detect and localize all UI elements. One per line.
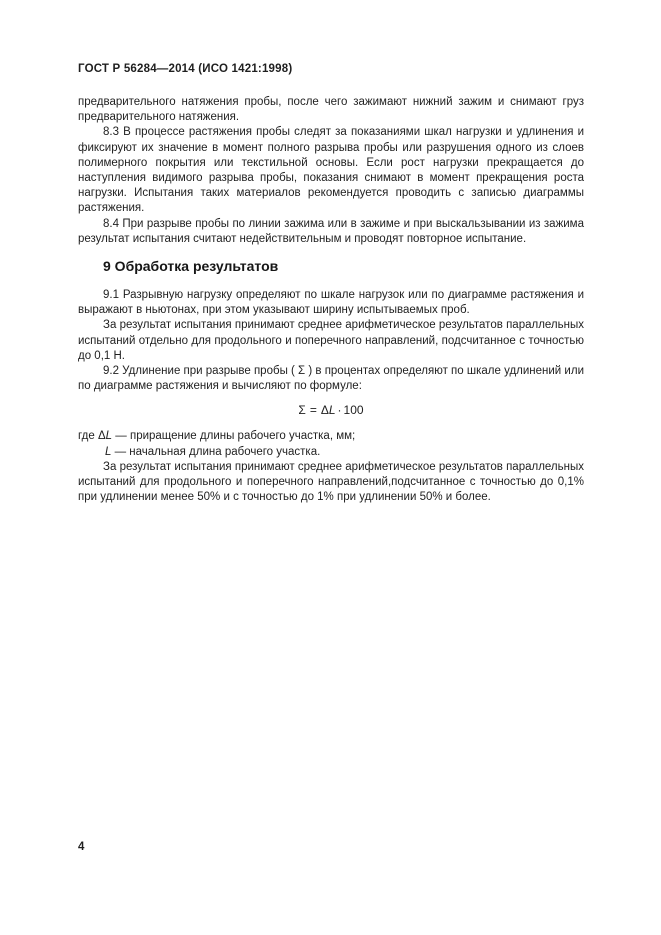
paragraph-9-1: 9.1 Разрывную нагрузку определяют по шкале нагрузок или по диаграмме растяжения и выражают в ньютонах, при этом указывают ширину испытываемых проб. — [78, 289, 584, 317]
paragraph-9-2: 9.2 Удлинение при разрыве пробы ( Σ ) в процентах определяют по шкале удлинений или по диаграмме растяжения и вычисляют по формуле: — [78, 365, 584, 393]
formula-equals-sign: = — [309, 403, 317, 418]
formula-factor: 100 — [343, 403, 364, 418]
where-clause-line1 — [78, 429, 584, 444]
paragraph-8-3: 8.3 В процессе растяжения пробы следят за показаниями шкал нагрузки и удлинения и фиксируют их значение в момент полного разрыва пробы или разрушения одного из слоев полимерного покрытия или текстильной основы. Если рост нагрузки прекращается до наступления видимого разрыва пробы, показания снимают в момент прекращения роста нагрузки. Испытания таких материалов рекомендуется проводить с записью диаграммы растяжения. — [78, 126, 584, 215]
where-line1-definition: — приращение длины рабочего участка, мм; — [112, 430, 356, 443]
page-content — [78, 62, 584, 505]
paragraph-8-4: 8.4 При разрыве пробы по линии зажима или в зажиме и при выскальзывании из зажима результат испытания считают недействительным и проводят повторное испытание. — [78, 217, 584, 245]
where-line1-variable: L — [105, 430, 113, 443]
paragraph-9-2-result: За результат испытания принимают среднее арифметическое результатов параллельных испытаний для продольного и поперечного направлений,подсчитанное с точностью до 0,1% при удлинении менее 50% и с точностью до 1% при удлинении 50% и более. — [78, 460, 584, 504]
where-line2-variable: L — [105, 445, 112, 458]
running-header: ГОСТ Р 56284—2014 (ИСО 1421:1998) — [78, 63, 293, 75]
formula-multiplication-dot: · — [337, 403, 342, 418]
formula-variable-L: L — [328, 403, 336, 418]
formula-sigma: Σ — [298, 403, 306, 418]
section-9-heading: 9 Обработка результатов — [103, 258, 279, 275]
where-line1-prefix: где Δ — [78, 430, 106, 443]
where-clause-line2 — [78, 445, 584, 460]
where-line2-definition: — начальная длина рабочего участка. — [111, 445, 321, 458]
paragraph-8-2-continuation: предварительного натяжения пробы, после чего зажимают нижний зажим и снимают груз предварительного натяжения. — [78, 96, 584, 124]
paragraph-9-1-result: За результат испытания принимают среднее арифметическое результатов параллельных испытаний отдельно для продольного и поперечного направлений, подсчитанное с точностью до 0,1 Н. — [78, 319, 584, 362]
elongation-formula — [78, 402, 584, 418]
page-number: 4 — [78, 841, 85, 853]
formula-delta: Δ — [320, 403, 329, 418]
